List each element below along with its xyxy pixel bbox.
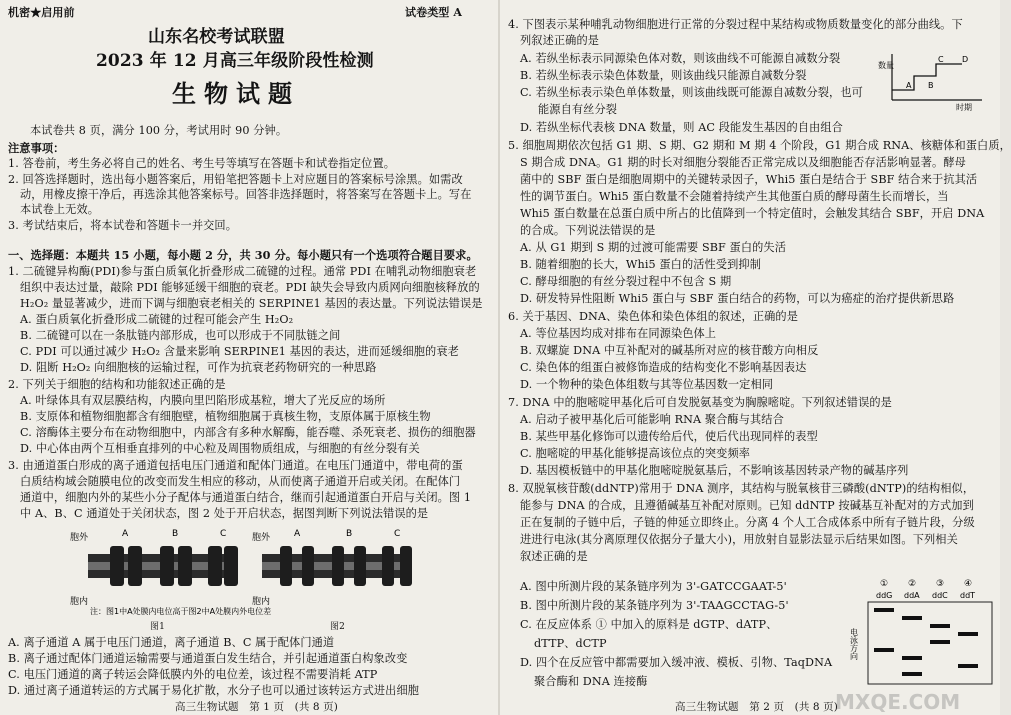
in-label-fig1: 胞内 [70, 597, 89, 607]
channel-b2-right [354, 546, 366, 586]
question-line: 5. 细胞周期依次包括 G1 期、S 期、G2 期和 M 期 4 个阶段，G1 期合成 RNA、核糖体和蛋白质， [508, 139, 1011, 152]
question-line: 列叙述正确的是 [520, 34, 600, 47]
question-line: 白质结构域会随膜电位的改变而发生相应的移动，从而使离子通道开启或关闭。在配体门 [20, 475, 461, 488]
q4-point-b: B [928, 81, 934, 90]
out-label-fig2: 胞外 [252, 533, 271, 543]
notes-title: 注意事项： [8, 141, 65, 155]
question-line: S 期合成 DNA。G1 期的时长对细胞分裂能否正常完成以及细胞能否存活影响显著。酵母 [520, 156, 966, 169]
channel-c2-right [400, 546, 412, 586]
channel-b-left [160, 546, 174, 586]
gel-band [930, 640, 950, 644]
question-line: 进进行电泳(其分离原理仅依据分子量大小)，用放射自显影法显示后结果如图。下列相关 [520, 533, 958, 546]
option-line: C. 电压门通道的离子转运会降低膜内外的电位差，该过程不需要消耗 ATP [8, 668, 378, 681]
in-label-fig2: 胞内 [252, 597, 271, 607]
option-line: A. 若纵坐标表示同源染色体对数，则该曲线不可能源自减数分裂 [520, 52, 841, 65]
question-line: 2. 下列关于细胞的结构和功能叙述正确的是 [8, 378, 226, 391]
ion-channel-figure [70, 524, 430, 616]
option-line: A. 启动子被甲基化后可能影响 RNA 聚合酶与其结合 [520, 413, 784, 426]
gel-band [874, 608, 894, 612]
channel-a2-right [302, 546, 314, 586]
channel-label-a: A [122, 529, 129, 539]
question-line: Whi5 蛋白数量在总蛋白质中所占的比值降到一个特定值时，会触发其结合 SBF，开启 DNA [520, 207, 985, 220]
option-line: D. 一个物种的染色体组数与其等位基因数一定相同 [520, 378, 774, 391]
option-line: B. 某些甲基化修饰可以遗传给后代，使后代出现同样的表型 [520, 430, 818, 443]
option-line: B. 若纵坐标表示染色体数量，则该曲线只能源自减数分裂 [520, 69, 807, 82]
option-line: B. 离子通过配体门通道运输需要与通道蛋白发生结合，并引起通道蛋白构象改变 [8, 652, 408, 665]
channel-label-b2: B [346, 529, 353, 539]
gel-band [930, 624, 950, 628]
option-line: 能源自有丝分裂 [538, 103, 618, 116]
exam-type: 试卷类型 A [405, 6, 462, 19]
option-line: B. 双螺旋 DNA 中互补配对的碱基所对应的核苷酸方向相反 [520, 344, 819, 357]
channel-b-right [178, 546, 192, 586]
option-line: A. 离子通道 A 属于电压门通道，离子通道 B、C 属于配体门通道 [8, 636, 335, 649]
lane-3-number: ③ [936, 579, 945, 589]
question-line: 菌中的 SBF 蛋白是细胞周期中的关键转录因子，Whi5 蛋白是结合于 SBF 结合来于抗其活 [520, 173, 978, 186]
question-line: 正在复制的子链中后，子链的伸延立即终止。分离 4 个人工合成体系中所有子链片段，分级 [520, 516, 975, 529]
option-line: D. 中心体由两个互相垂直排列的中心粒及周围物质组成，与细胞的有丝分裂有关 [20, 442, 420, 455]
channel-a-right [128, 546, 142, 586]
q4-graph [878, 52, 988, 110]
option-line: B. 图中所测片段的某条链序列为 3'-TAAGCCTAG-5' [520, 599, 789, 612]
option-line: dTTP、dCTP [534, 637, 607, 650]
gel-band [874, 648, 894, 652]
note-line: 动，用橡皮擦干净后，再选涂其他答案标号。回答非选择题时，将答案写在答题卡上。写在 [20, 188, 472, 201]
option-line: D. 若纵坐标代表核 DNA 数量，则 AC 段能发生基因的自由组合 [520, 121, 843, 134]
footer-left: 高三生物试题 第 1 页 (共 8 页) [175, 701, 338, 713]
org-title: 山东名校考试联盟 [148, 27, 285, 47]
q4-curve [892, 64, 962, 90]
lane-3-label: ddC [932, 591, 948, 600]
option-line: D. 通过离子通道转运的方式属于易化扩散，水分子也可以通过该转运方式进出细胞 [8, 684, 420, 697]
channel-a-left [110, 546, 124, 586]
channel-label-b: B [172, 529, 179, 539]
question-line: 能参与 DNA 的合成，且遵循碱基互补配对原则。已知 ddNTP 按碱基互补配对的方式加到 [520, 499, 974, 512]
channel-c-left [208, 546, 222, 586]
lane-4-number: ④ [964, 579, 973, 589]
fig1-caption: 图1 [150, 622, 165, 632]
page-divider [498, 0, 500, 715]
option-line: A. 图中所测片段的某条链序列为 3'-GATCCGAAT-5' [520, 580, 787, 593]
option-line: A. 从 G1 期到 S 期的过渡可能需要 SBF 蛋白的失活 [520, 241, 786, 254]
note-line: 2. 回答选择题时，选出每小题答案后，用铅笔把答题卡上对应题目的答案标号涂黑。如需改 [8, 173, 463, 186]
question-line: 组织中表达过量，敲除 PDI 能够延缓干细胞的衰老。PDI 缺失会导致内质网向细胞核释放的 [20, 281, 480, 294]
question-line: 通道中，细胞内外的某些小分子配体与通道蛋白结合，继而引起通道蛋白开启与关闭。图 1 [20, 491, 472, 504]
gel-band [902, 672, 922, 676]
lane-2-number: ② [908, 579, 917, 589]
option-line: C. 溶酶体主要分布在动物细胞中，内部含有多种水解酶，能吞噬、杀死衰老、损伤的细胞器 [20, 426, 476, 439]
exam-title: 2023 年 12 月高三年级阶段性检测 [96, 51, 374, 71]
question-line: 中 A、B、C 通道处于关闭状态，图 2 处于开启状态，据图判断下列说法错误的是 [20, 507, 429, 520]
option-line: D. 基因模板链中的甲基化胞嘧啶脱氨基后，不影响该基因转录产物的碱基序列 [520, 464, 909, 477]
gel-band [958, 632, 978, 636]
secret-label: 机密★启用前 [8, 6, 75, 19]
intro-line: 本试卷共 8 页，满分 100 分，考试用时 90 分钟。 [30, 124, 288, 137]
out-label-fig1: 胞外 [70, 533, 89, 543]
channel-label-c2: C [394, 529, 401, 539]
lane-2-label: ddA [904, 591, 920, 600]
q4-point-c: C [938, 55, 944, 64]
fig2-caption: 图2 [330, 622, 345, 632]
section-heading: 一、选择题：本题共 15 小题，每小题 2 分，共 30 分。每小题只有一个选项符合题目要求。 [8, 248, 478, 262]
note-line: 3. 考试结束后，将本试卷和答题卡一并交回。 [8, 219, 237, 232]
option-line: C. 若纵坐标表示染色单体数量，则该曲线既可能源自减数分裂，也可 [520, 86, 863, 99]
gel-band [902, 656, 922, 660]
option-line: C. 在反应体系 ① 中加入的原料是 dGTP、dATP、 [520, 618, 778, 631]
gel-direction-label: 电泳方向 [849, 628, 859, 660]
lane-1-number: ① [880, 579, 889, 589]
gel-band [902, 616, 922, 620]
gel-band [958, 664, 978, 668]
note-line: 本试卷上无效。 [20, 203, 100, 216]
note-line: 1. 答卷前，考生务必将自己的姓名、考生号等填写在答题卡和试卷指定位置。 [8, 157, 396, 170]
question-line: 8. 双脱氧核苷酸(ddNTP)常用于 DNA 测序，其结构与脱氧核苷三磷酸(dNTP)的结构相似， [508, 482, 975, 495]
option-line: A. 等位基因均成对排布在同源染色体上 [520, 327, 717, 340]
option-line: B. 随着细胞的长大，Whi5 蛋白的活性受到抑制 [520, 258, 761, 271]
channel-b2-left [332, 546, 344, 586]
question-line: 1. 二硫键异构酶(PDI)参与蛋白质氧化折叠形成二硫键的过程。通常 PDI 在哺乳动物细胞衰老 [8, 265, 477, 278]
q4-xlabel: 时期 [956, 103, 972, 112]
subject-title: 生物试题 [172, 79, 300, 108]
option-line: C. 胞嘧啶的甲基化能够提高该位点的突变频率 [520, 447, 751, 460]
question-line: 4. 下图表示某种哺乳动物细胞进行正常的分裂过程中某结构或物质数量变化的部分曲线。下 [508, 18, 963, 31]
option-line: D. 四个在反应管中都需要加入缓冲液、模板、引物、TaqDNA [520, 656, 833, 669]
option-line: 聚合酶和 DNA 连接酶 [534, 675, 648, 688]
option-line: C. 染色体的组蛋白被修饰造成的结构变化不影响基因表达 [520, 361, 807, 374]
question-line: 6. 关于基因、DNA、染色体和染色体组的叙述，正确的是 [508, 310, 798, 323]
question-line: H₂O₂ 量显著减少，进而下调与细胞衰老相关的 SERPINE1 基因的表达量。下列说法错误是 [20, 297, 483, 310]
question-line: 的合成。下列说法错误的是 [520, 224, 656, 237]
question-line: 3. 由通道蛋白形成的离子通道包括电压门通道和配体门通道。在电压门通道中，带电荷的蛋 [8, 459, 463, 472]
question-line: 7. DNA 中的胞嘧啶甲基化后可自发脱氨基变为胸腺嘧啶。下列叙述错误的是 [508, 396, 892, 409]
footer-right: 高三生物试题 第 2 页 (共 8 页) [675, 701, 838, 713]
channel-c2-left [382, 546, 394, 586]
option-line: B. 支原体和植物细胞都含有细胞壁，植物细胞属于真核生物，支原体属于原核生物 [20, 410, 431, 423]
option-line: B. 二硫键可以在一条肽链内部形成，也可以形成于不同肽链之间 [20, 329, 341, 342]
channel-label-c: C [220, 529, 227, 539]
option-line: A. 蛋白质氧化折叠形成二硫键的过程可能会产生 H₂O₂ [20, 313, 294, 326]
q4-point-a: A [906, 81, 912, 90]
question-line: 叙述正确的是 [520, 550, 588, 563]
option-line: C. PDI 可以通过减少 H₂O₂ 含量来影响 SERPINE1 基因的表达，进而延缓细胞的衰老 [20, 345, 459, 358]
q4-ylabel: 数量 [878, 61, 894, 70]
site-watermark: MXQE.COM [835, 690, 961, 714]
lane-1-label: ddG [876, 591, 893, 600]
option-line: D. 研发特异性阻断 Whi5 蛋白与 SBF 蛋白结合的药物，可以为癌症的治疗提供新思路 [520, 292, 955, 305]
channel-c-right [224, 546, 238, 586]
option-line: D. 阻断 H₂O₂ 向细胞核的运输过程，可作为抗衰老药物研究的一种思路 [20, 361, 377, 374]
q4-point-d: D [962, 55, 969, 64]
gel-figure [849, 576, 996, 686]
option-line: C. 酵母细胞的有丝分裂过程中不包含 S 期 [520, 275, 732, 288]
question-line: 性的调节蛋白。Whi5 蛋白数量不会随着持续产生其他蛋白质的酵母菌生长而增长，当 [520, 190, 949, 203]
figure-note: 注：图1中A处膜内电位高于图2中A处膜内外电位差 [90, 607, 272, 616]
option-line: A. 叶绿体具有双层膜结构，内膜向里凹陷形成基粒，增大了光反应的场所 [20, 394, 386, 407]
channel-label-a2: A [294, 529, 301, 539]
lane-4-label: ddT [960, 591, 976, 600]
channel-a2-left [280, 546, 292, 586]
